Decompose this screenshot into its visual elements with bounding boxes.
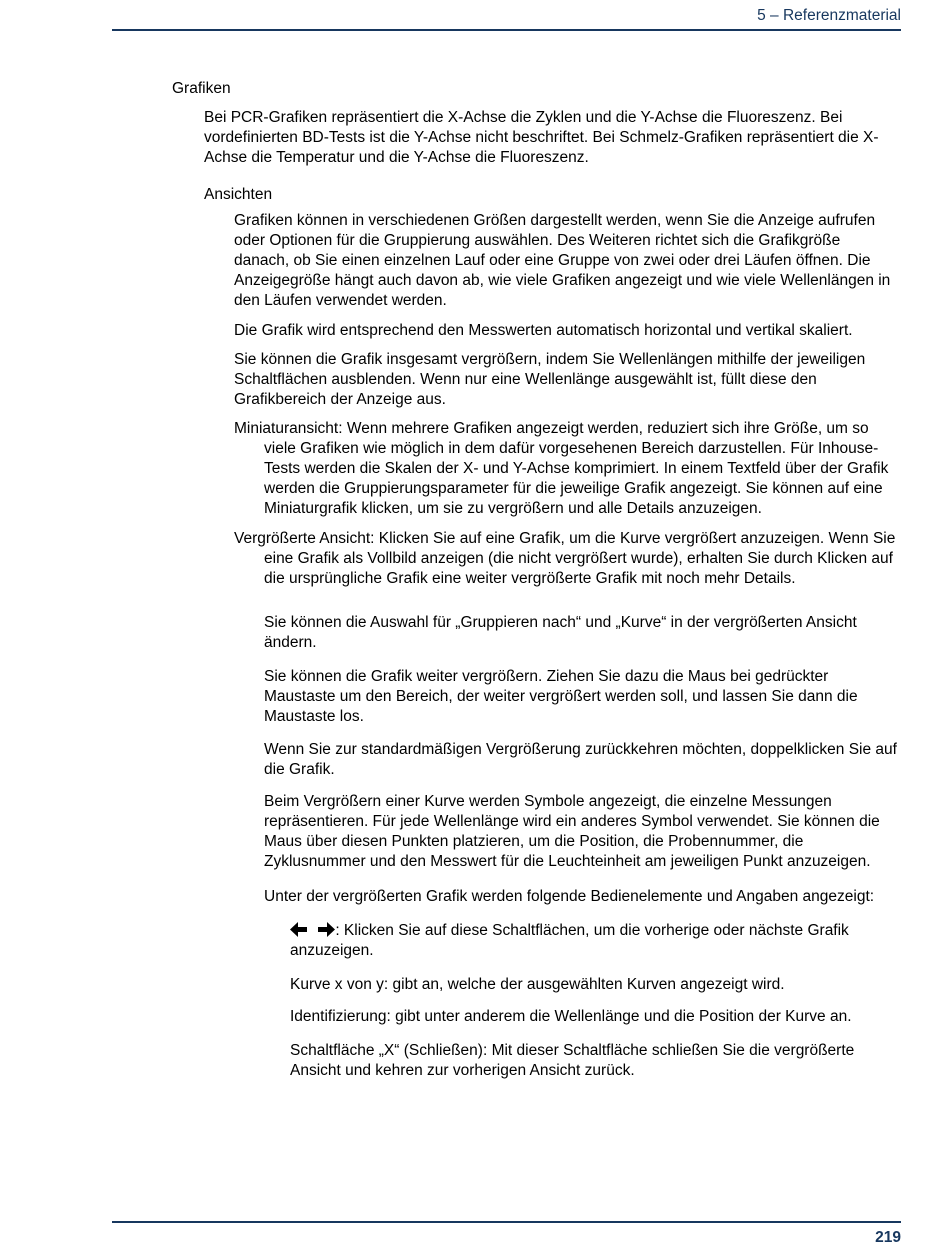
- paragraph-nav-arrows: [290, 921, 898, 961]
- subsection-heading-ansichten: Ansichten: [204, 186, 273, 203]
- paragraph-identifizierung: Identifizierung: gibt unter anderem die Wellenlänge und die Position der Kurve an.: [290, 1008, 852, 1025]
- page-content: [0, 79, 950, 1081]
- footer-rule: [112, 1221, 901, 1223]
- paragraph: Unter der vergrößerten Grafik werden folgende Bedienelemente und Angaben angezeigt:: [264, 888, 875, 905]
- page-number: 219: [875, 1229, 901, 1246]
- paragraph: Sie können die Grafik insgesamt vergrößern, indem Sie Wellenlängen mithilfe der jeweiligen Schaltflächen ausblenden. Wenn nur eine Wellenlänge ausgewählt ist, füllt diese den Grafikbereich der Anzeige aus.: [234, 351, 866, 408]
- paragraph-schaltflaeche-x: Schaltfläche „X“ (Schließen): Mit dieser Schaltfläche schließen Sie die vergrößerte Ansicht und kehren zur vorherigen Ansicht zurück.: [290, 1042, 855, 1079]
- paragraph: Die Grafik wird entsprechend den Messwerten automatisch horizontal und vertikal skaliert.: [234, 322, 853, 339]
- header-title: 5 – Referenzmaterial: [757, 7, 901, 24]
- paragraph: Wenn Sie zur standardmäßigen Vergrößerung zurückkehren möchten, doppelklicken Sie auf die Grafik.: [264, 741, 897, 778]
- next-arrow-icon: [318, 922, 335, 937]
- paragraph: Grafiken können in verschiedenen Größen dargestellt werden, wenn Sie die Anzeige aufrufen oder Optionen für die Gruppierung auswählen. Des Weiteren richtet sich die Grafikgröße danach, ob Sie einen einzelnen Lauf oder eine Gruppe von zwei oder drei Läufen öffnen. Die Anzeigegröße hängt auch davon ab, wie viele Grafiken angezeigt und wie viele Wellenlängen in den Läufen verwendet werden.: [234, 212, 891, 309]
- paragraph-text: : Klicken Sie auf diese Schaltflächen, um die vorherige oder nächste Grafik anzuzeigen.: [290, 922, 849, 959]
- paragraph: Sie können die Auswahl für „Gruppieren nach“ und „Kurve“ in der vergrößerten Ansicht ändern.: [264, 614, 857, 651]
- paragraph: Sie können die Grafik weiter vergrößern. Ziehen Sie dazu die Maus bei gedrückter Maustaste um den Bereich, der weiter vergrößert werden soll, und lassen Sie dann die Maustaste los.: [264, 668, 858, 725]
- section-heading-grafiken: Grafiken: [172, 80, 231, 97]
- paragraph-vergroesserte-ansicht: Vergrößerte Ansicht: Klicken Sie auf eine Grafik, um die Kurve vergrößert anzuzeigen. Wenn Sie eine Grafik als Vollbild anzeigen (die nicht vergrößert wurde), erhalten Sie durch Klicken auf die ursprüngliche Grafik eine weiter vergrößerte Grafik mit noch mehr Details.: [234, 530, 896, 587]
- header-rule: [112, 29, 901, 31]
- paragraph-miniaturansicht: Miniaturansicht: Wenn mehrere Grafiken angezeigt werden, reduziert sich ihre Größe, um so viele Grafiken wie möglich in dem dafür vorgesehenen Bereich darzustellen. Für Inhouse-Tests werden die Skalen der X- und Y-Achse komprimiert. In einem Textfeld über der Grafik werden die Gruppierungsparameter für die jeweilige Grafik angezeigt. Sie können auf eine Miniaturgrafik klicken, um sie zu vergrößern und alle Details anzuzeigen.: [234, 420, 889, 517]
- previous-arrow-icon: [290, 922, 307, 937]
- paragraph-intro: Bei PCR-Grafiken repräsentiert die X-Achse die Zyklen und die Y-Achse die Fluoreszenz. Bei vordefinierten BD-Tests ist die Y-Achse nicht beschriftet. Bei Schmelz-Grafiken repräsentiert die X-Achse die Temperatur und die Y-Achse die Fluoreszenz.: [204, 109, 879, 166]
- paragraph-kurve-x-von-y: Kurve x von y: gibt an, welche der ausgewählten Kurven angezeigt wird.: [290, 976, 785, 993]
- paragraph: Beim Vergrößern einer Kurve werden Symbole angezeigt, die einzelne Messungen repräsentieren. Für jede Wellenlänge wird ein anderes Symbol verwendet. Sie können die Maus über diesen Punkten platzieren, um die Position, die Probennummer, die Zyklusnummer und den Messwert für die Leuchteinheit am jeweiligen Punkt anzuzeigen.: [264, 793, 880, 870]
